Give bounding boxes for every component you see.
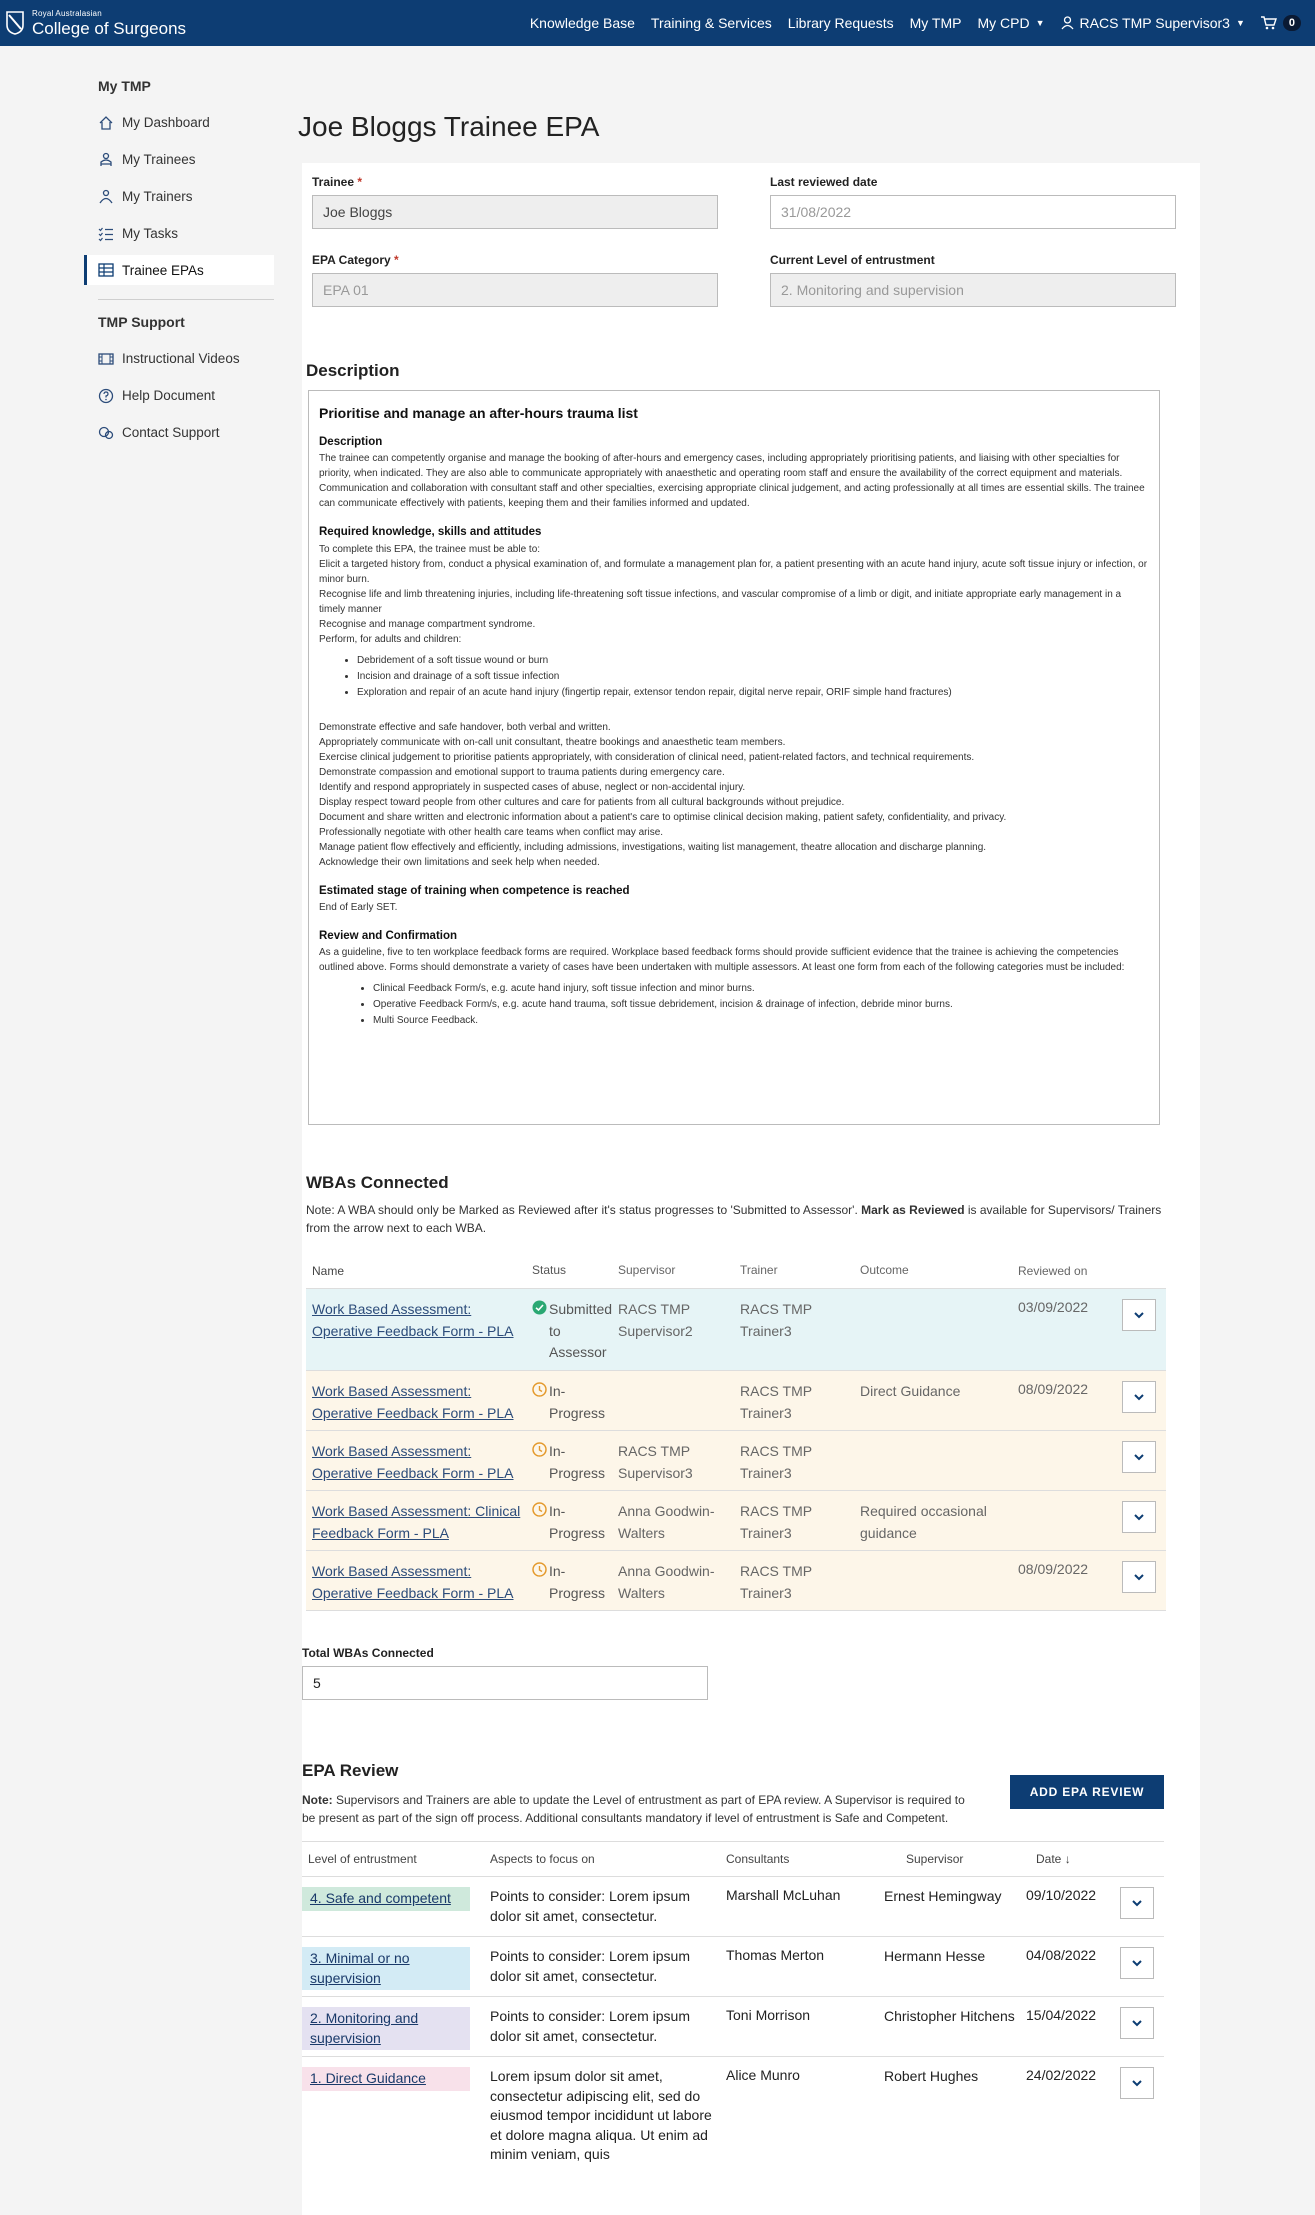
review-aspects: Lorem ipsum dolor sit amet, consectetur adipiscing elit, sed do eiusmod tempor incididunt ut labore et dolore magna aliqua. Ut enim ad minim veniam, quis [490,2068,712,2163]
review-text: As a guideline, five to ten workplace feedback forms are required. Workplace based feedback forms should provide sufficient evidence that the trainee is achieving the competencies outlined above. Forms should demonstrate a variety of cases have been undertaken with multiple assessors. At least one form from each of the following categories must be included: [319,947,1125,973]
current-level-label: Current Level of entrustment [770,253,935,267]
table-row [302,2057,1164,2187]
wba-reviewed: 08/09/2022 [1018,1381,1089,1397]
review-heading: Review and Confirmation [319,929,458,942]
nav-library-requests[interactable]: Library Requests [787,15,894,31]
sidebar-item-label: Help Document [122,388,216,403]
trainee-label [312,175,718,189]
in-progress-icon [532,1502,547,1517]
sidebar-item-label: Trainee EPAs [122,262,204,278]
wba-trainer: RACS TMP Trainer3 [740,1301,812,1339]
col-reviewed: Reviewed on [1018,1263,1088,1278]
wba-outcome: Required occasional guidance [860,1503,987,1541]
table-icon [98,262,114,278]
trainee-input[interactable]: Joe Bloggs [312,195,718,229]
required-marker: * [394,253,399,267]
wba-note [306,1201,1166,1237]
wba-reviewed [1018,1431,1114,1490]
row-actions-button[interactable] [1120,1887,1154,1919]
current-level-input[interactable]: 2. Monitoring and supervision [770,273,1176,307]
add-epa-review-button[interactable]: ADD EPA REVIEW [1010,1775,1164,1809]
more-line: Appropriately communicate with on-call unit consultant, theatre bookings and anaesthetic team members. [319,736,786,748]
review-date: 09/10/2022 [1026,1887,1097,1903]
review-bullet: • Clinical Feedback Form/s, e.g. acute hand injury, soft tissue infection and minor burns. [373,981,1149,996]
more-line: Demonstrate compassion and emotional support to trauma patients during emergency care. [319,766,725,778]
row-actions-button[interactable] [1120,1947,1154,1979]
col-consultants: Consultants [726,1852,790,1866]
wba-reviewed: 08/09/2022 [1018,1561,1089,1577]
sidebar-item-label: Instructional Videos [122,351,240,366]
col-aspects: Aspects to focus on [490,1852,595,1866]
wba-supervisor: Anna Goodwin-Walters [618,1563,715,1601]
chevron-down-icon: ▼ [1235,18,1245,28]
nav-my-cpd[interactable] [977,15,1044,31]
review-aspects: Points to consider: Lorem ipsum dolor sit amet, consectetur. [490,1888,690,1924]
description-box [308,390,1160,1125]
user-icon [1061,16,1074,30]
review-consultants: Alice Munro [726,2067,800,2083]
chevron-down-icon [1132,2080,1142,2087]
main-nav [530,0,1315,46]
more-line: Display respect toward people from other cultures and care for patients from all cultural backgrounds without prejudice. [319,796,845,808]
chevron-down-icon [1134,1454,1144,1461]
review-date: 24/02/2022 [1026,2067,1097,2083]
row-actions-button[interactable] [1122,1561,1156,1593]
level-link[interactable]: 3. Minimal or no supervision [310,1950,410,1986]
check-circle-icon [532,1300,547,1315]
req-bullet: • Incision and drainage of a soft tissue infection [357,669,1149,684]
chevron-down-icon [1134,1312,1144,1319]
level-link[interactable]: 4. Safe and competent [310,1890,451,1906]
req-line: Recognise life and limb threatening injuries, including life-threatening soft tissue infections, and vascular compromise of a limb or digit, and initiate appropriate early management in a timely manner [319,588,1122,615]
level-pill [302,2007,470,2050]
brand-subtitle: Royal Australasian [32,8,102,18]
cart-button[interactable] [1261,15,1301,31]
wba-outcome [860,1431,1018,1490]
sort-down-icon: ↓ [1064,1852,1071,1866]
table-row [306,1371,1166,1431]
nav-knowledge-base[interactable]: Knowledge Base [529,15,635,31]
epa-review-table-header [302,1841,1164,1877]
chevron-down-icon [1132,1900,1142,1907]
wba-section-title: WBAs Connected [306,1173,449,1192]
chevron-down-icon [1134,1514,1144,1521]
wba-supervisor [618,1371,740,1430]
wba-trainer: RACS TMP Trainer3 [740,1503,812,1541]
chevron-down-icon [1132,2020,1142,2027]
req-bullets [357,653,1149,700]
wba-table-header [306,1253,1166,1289]
wba-status: Submitted to Assessor [549,1301,613,1361]
wba-link[interactable]: Work Based Assessment: Clinical Feedback Form - PLA [312,1503,521,1541]
sidebar-item-trainees[interactable] [84,141,274,178]
col-level: Level of entrustment [308,1852,417,1866]
more-line: Identify and respond appropriately in suspected cases of abuse, neglect or non-accidental injury. [319,781,746,793]
in-progress-icon [532,1442,547,1457]
home-icon [98,115,114,131]
more-line: Document and share written and electronic information about a patient's care to optimise clinical decision making, patient safety, confidentiality, and privacy. [319,811,1007,823]
sidebar-item-tasks[interactable] [84,215,274,252]
row-actions-button[interactable] [1120,2007,1154,2039]
review-aspects: Points to consider: Lorem ipsum dolor sit amet, consectetur. [490,2008,690,2044]
epa-review-note-text: Supervisors and Trainers are able to update the Level of entrustment as part of EPA review. A Supervisor is required to be present as part of the sign off process. Additional consultants mandatory if level of entrustment is Safe and Competent. [302,1793,965,1825]
more-line: Professionally negotiate with other health care teams when conflict may arise. [319,826,664,838]
epa-review-title: EPA Review [302,1761,399,1780]
wba-note-bold: Mark as Reviewed [861,1203,965,1217]
stage-text: End of Early SET. [319,901,398,913]
level-pill [302,1887,470,1911]
more-line: Demonstrate effective and safe handover, both verbal and written. [319,721,611,733]
sidebar-divider [98,299,274,300]
epa-category-input[interactable]: EPA 01 [312,273,718,307]
req-line: Recognise and manage compartment syndrome. [319,618,536,630]
col-supervisor: Supervisor [906,1852,964,1866]
trainees-icon [98,152,114,168]
col-date-label: Date [1036,1852,1062,1866]
wba-link[interactable]: Work Based Assessment: Operative Feedback Form - PLA [312,1383,514,1421]
table-row [306,1491,1166,1551]
wba-link[interactable]: Work Based Assessment: Operative Feedback Form - PLA [312,1443,514,1481]
review-consultants: Thomas Merton [726,1947,825,1963]
sidebar-item-label: Contact Support [122,425,220,440]
more-line: Manage patient flow effectively and efficiently, including admissions, investigations, waiting list management, theatre allocation and discharge planning. [319,841,987,853]
more-line: Exercise clinical judgement to prioritise patients appropriately, with consideration of clinical need, patient-related factors, and technical requirements. [319,751,975,763]
in-progress-icon [532,1382,547,1397]
review-bullet: • Multi Source Feedback. [373,1013,1149,1028]
epa-category-label-text: EPA Category [312,253,391,267]
row-actions-button[interactable] [1122,1381,1156,1413]
sidebar-heading: My TMP [98,78,151,94]
wba-trainer: RACS TMP Trainer3 [740,1443,812,1481]
epa-card [302,163,1200,2215]
sidebar-item-label: My Trainers [122,189,193,204]
sidebar-item-dashboard[interactable] [84,104,274,141]
sidebar-item-trainers[interactable] [84,178,274,215]
sidebar-item-label: My Tasks [122,226,179,241]
wba-link[interactable]: Work Based Assessment: Operative Feedback Form - PLA [312,1563,514,1601]
wba-outcome: Direct Guidance [860,1383,961,1399]
sidebar-item-videos[interactable] [84,340,274,377]
wba-status: In-Progress [549,1383,606,1421]
sidebar-support-heading: TMP Support [98,314,185,330]
wba-section [306,1173,1166,1611]
in-progress-icon [532,1562,547,1577]
col-date[interactable] [1026,1852,1106,1866]
brand-title: College of Surgeons [32,18,187,38]
total-wbas-input[interactable]: 5 [302,1666,708,1700]
last-reviewed-label: Last reviewed date [770,175,878,189]
sidebar-item-help[interactable] [84,377,274,414]
page-container [84,56,1218,2215]
tasks-icon [98,226,114,242]
sidebar-item-label: My Dashboard [122,115,210,130]
video-icon [98,351,114,367]
desc-text: The trainee can competently organise and manage the booking of after-hours and emergency cases, including appropriately prioritising patients, and liaising with other specialties for priority, when indicated. They are also able to communicate appropriately with anaesthetic and operating room staff and ensure the availability of the correct equipment and materials. Communication and collaboration with consultant staff and other specialties, exercising appropriate clinical judgement, and acting professionally at all times are essential skills. The trainee can communicate effectively with patients, keeping them and their families informed and updated. [319,453,1145,510]
review-supervisor: Robert Hughes [884,2068,979,2084]
page-title: Joe Bloggs Trainee EPA [298,111,600,142]
epa-review-note [302,1791,972,1827]
chevron-down-icon [1132,1960,1142,1967]
brand-logo[interactable] [6,10,186,37]
wba-reviewed [1018,1491,1114,1550]
wba-trainer: RACS TMP Trainer3 [740,1383,812,1421]
chevron-down-icon: ▼ [1035,18,1045,28]
review-date: 15/04/2022 [1026,2007,1097,2023]
review-consultants: Toni Morrison [726,2007,811,2023]
chevron-down-icon [1134,1394,1144,1401]
nav-training-services[interactable]: Training & Services [650,15,772,31]
epa-category-label [312,253,718,267]
sidebar-item-label: My Trainees [122,152,196,167]
level-link[interactable]: 1. Direct Guidance [310,2070,426,2086]
help-icon [98,388,114,404]
wba-note-text-2: is available for Supervisors/ Trainers from the arrow next to each WBA. [306,1203,1162,1235]
review-aspects: Points to consider: Lorem ipsum dolor sit amet, consectetur. [490,1948,690,1984]
epa-title: Prioritise and manage an after-hours trauma list [319,405,638,421]
sidebar-item-contact[interactable] [84,414,274,451]
table-row [302,1937,1164,1997]
spacer [319,708,1149,720]
chevron-down-icon [1134,1574,1144,1581]
col-outcome: Outcome [860,1263,909,1278]
row-actions-button[interactable] [1122,1501,1156,1533]
review-supervisor: Hermann Hesse [884,1948,986,1964]
col-trainer: Trainer [740,1263,778,1278]
top-navigation-bar [0,0,1315,46]
wba-status: In-Progress [549,1503,606,1541]
wba-status: In-Progress [549,1563,606,1601]
total-wbas [302,1646,708,1700]
wba-reviewed: 03/09/2022 [1018,1299,1089,1315]
wba-outcome [860,1551,1018,1610]
req-bullet: • Exploration and repair of an acute hand injury (fingertip repair, extensor tendon repair, digital nerve repair, ORIF simple hand fractures) [357,685,1149,700]
review-consultants: Marshall McLuhan [726,1887,841,1903]
row-actions-button[interactable] [1122,1299,1156,1331]
row-actions-button[interactable] [1122,1441,1156,1473]
user-name: RACS TMP Supervisor3 [1079,15,1230,31]
table-row [302,1997,1164,2057]
nav-my-tmp[interactable]: My TMP [909,15,962,31]
support-icon [98,425,114,441]
required-marker: * [357,175,363,189]
wba-note-text: Note: A WBA should only be Marked as Reviewed after it's status progresses to 'Submitted to Assessor'. [306,1203,862,1217]
stage-heading: Estimated stage of training when competence is reached [319,884,630,897]
table-row [302,1877,1164,1937]
shield-logo-icon [6,11,24,35]
trainee-label-text: Trainee [312,175,355,189]
req-line: Elicit a targeted history from, conduct a physical examination of, and formulate a management plan for, a patient presenting with an acute hand injury, acute soft tissue injury or infection, or minor burn. [319,558,1148,585]
col-name: Name [312,1263,345,1278]
req-heading: Required knowledge, skills and attitudes [319,526,542,539]
wba-supervisor: RACS TMP Supervisor2 [618,1301,693,1339]
wba-outcome [860,1289,1018,1370]
req-line: To complete this EPA, the trainee must be able to: [319,543,541,555]
total-wbas-label: Total WBAs Connected [302,1646,434,1660]
col-status: Status [532,1263,567,1278]
review-supervisor: Christopher Hitchens [884,2008,1015,2024]
level-pill [302,2067,470,2091]
epa-review-section [302,1761,1164,2187]
more-line: Acknowledge their own limitations and seek help when needed. [319,856,600,868]
wba-supervisor: RACS TMP Supervisor3 [618,1443,693,1481]
epa-review-note-label: Note: [302,1793,333,1807]
wba-link[interactable]: Work Based Assessment: Operative Feedback Form - PLA [312,1301,514,1339]
sidebar-item-trainee-epas[interactable] [84,255,274,285]
review-supervisor: Ernest Hemingway [884,1888,1002,1904]
table-row [306,1289,1166,1371]
description-section-title: Description [306,361,400,380]
last-reviewed-input[interactable]: 31/08/2022 [770,195,1176,229]
req-bullet: • Debridement of a soft tissue wound or burn [357,653,1149,668]
req-line: Perform, for adults and children: [319,633,462,645]
user-menu[interactable] [1061,15,1245,31]
review-bullets [373,981,1149,1028]
cart-count-badge: 0 [1283,15,1301,31]
review-date: 04/08/2022 [1026,1947,1097,1963]
col-supervisor: Supervisor [618,1263,676,1278]
table-row [306,1431,1166,1491]
desc-heading: Description [319,436,383,448]
level-link[interactable]: 2. Monitoring and supervision [310,2010,419,2046]
cart-icon [1261,16,1277,30]
nav-my-cpd-label: My CPD [977,15,1030,31]
level-pill [302,1947,470,1990]
review-bullet: • Operative Feedback Form/s, e.g. acute hand trauma, soft tissue debridement, incision & drainage of infection, debride minor burns. [373,997,1149,1012]
wba-status: In-Progress [549,1443,606,1481]
sidebar [84,56,274,451]
wba-trainer: RACS TMP Trainer3 [740,1563,812,1601]
table-row [306,1551,1166,1611]
main-content [290,56,1218,2163]
wba-supervisor: Anna Goodwin-Walters [618,1503,715,1541]
row-actions-button[interactable] [1120,2067,1154,2099]
trainers-icon [98,189,114,205]
